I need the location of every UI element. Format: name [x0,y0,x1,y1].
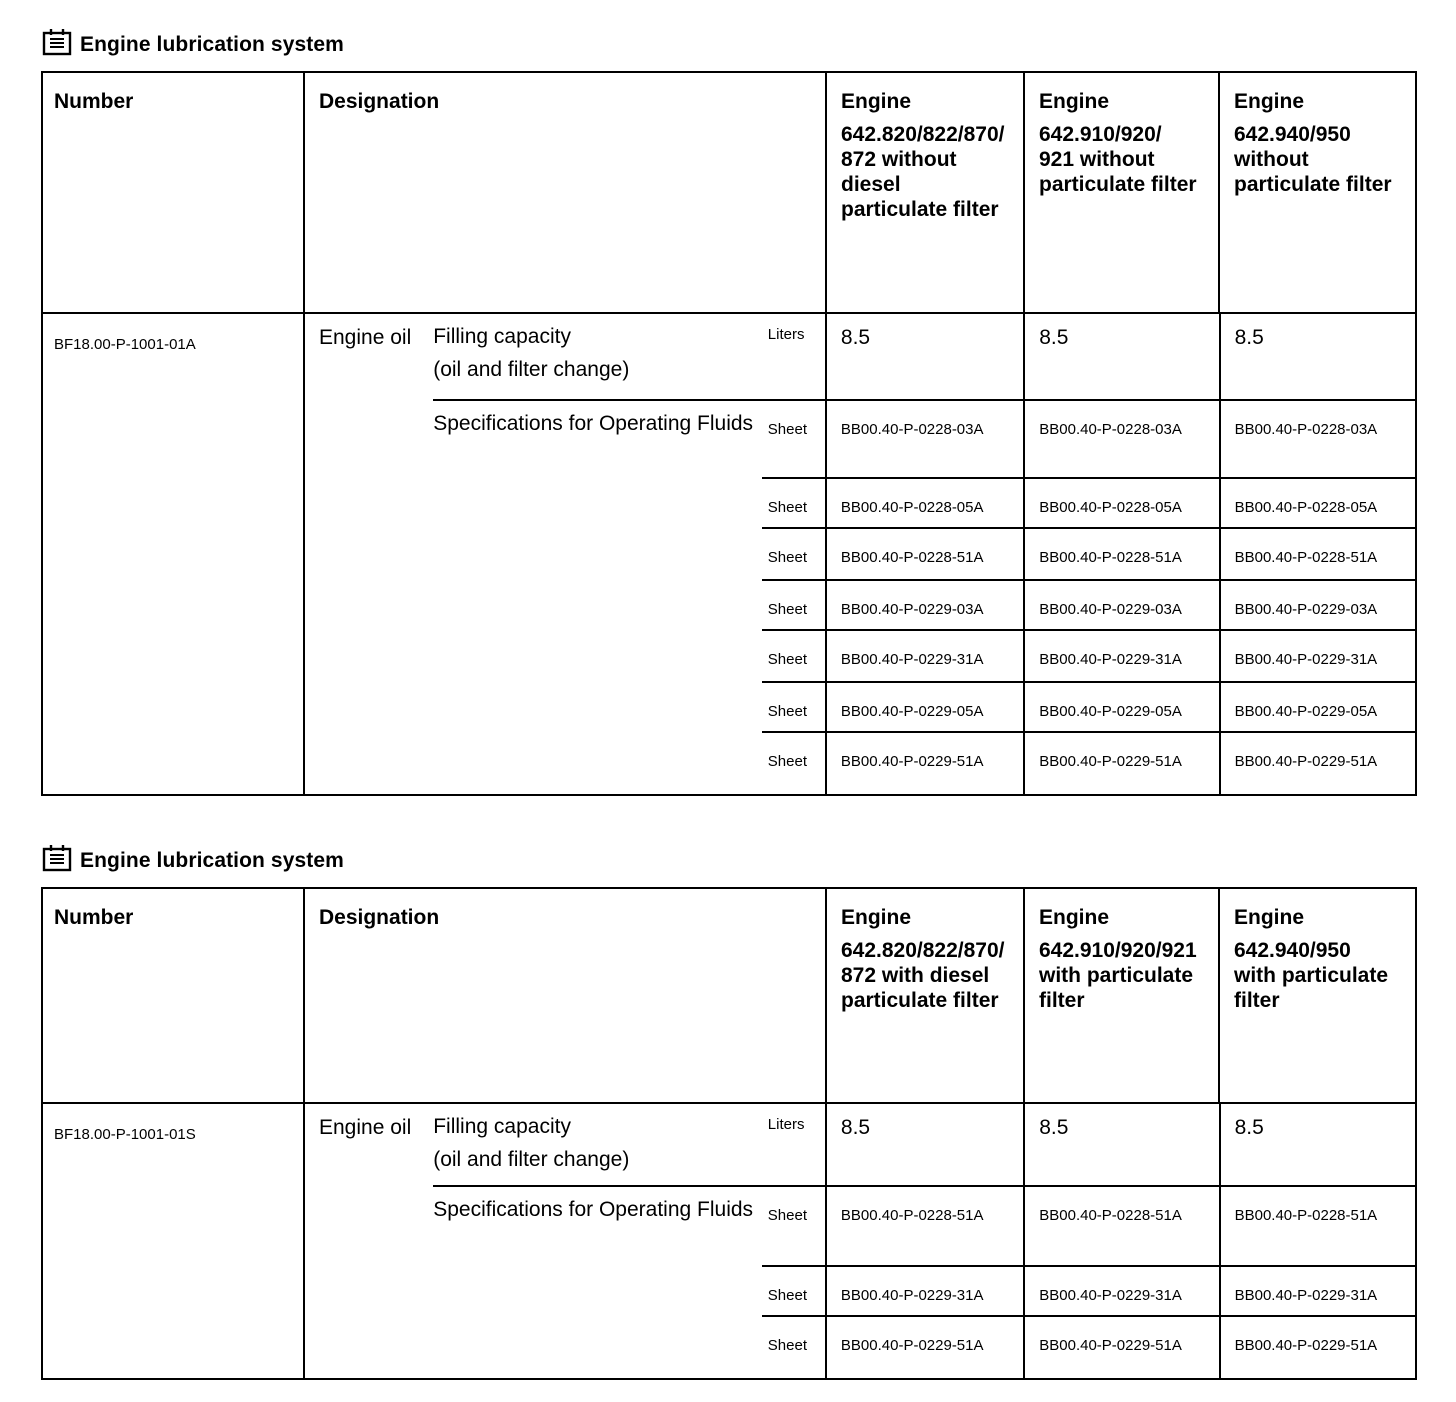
header-number: Number [42,888,304,1103]
sheet-code: BB00.40-P-0228-51A [826,1186,1024,1266]
sheet-code: BB00.40-P-0229-31A [1024,1266,1219,1316]
spec-label: Specifications for Operating Fluids [433,1186,762,1378]
sheet-label: Sheet [762,732,826,794]
info-sheet-icon [42,844,72,872]
designation-label: Engine oil [319,1116,412,1139]
sheet-label: Sheet [762,400,826,478]
sheet-code: BB00.40-P-0229-31A [1220,1266,1415,1316]
sheet-code: BB00.40-P-0228-03A [1024,400,1219,478]
filling-value: 8.5 [826,314,1024,400]
sheet-label: Sheet [762,478,826,528]
sheet-label: Sheet [762,630,826,682]
header-engine-1: Engine 642.820/822/870/ 872 without diesel particulate filter [826,72,1024,313]
section-title [42,840,344,872]
sheet-code: BB00.40-P-0228-51A [1220,528,1415,580]
sheet-code: BB00.40-P-0229-05A [1220,682,1415,732]
sheet-code: BB00.40-P-0228-05A [1024,478,1219,528]
sheet-label: Sheet [762,682,826,732]
sheet-code: BB00.40-P-0229-05A [1024,682,1219,732]
spec-table [41,887,1417,1380]
filling-value: 8.5 [1220,314,1415,400]
sheet-code: BB00.40-P-0229-31A [826,630,1024,682]
unit-liters: Liters [767,326,805,343]
spec-table [41,71,1417,796]
sheet-code: BB00.40-P-0228-51A [1024,1186,1219,1266]
filling-value: 8.5 [1024,1104,1219,1186]
header-designation: Designation [304,888,826,1103]
sheet-code: BB00.40-P-0229-03A [826,580,1024,630]
sheet-code: BB00.40-P-0229-51A [1220,1316,1415,1378]
designation-body [304,1103,1416,1379]
filling-value: 8.5 [826,1104,1024,1186]
sheet-code: BB00.40-P-0229-05A [826,682,1024,732]
sheet-label: Sheet [762,528,826,580]
sheet-code: BB00.40-P-0228-05A [1220,478,1415,528]
sheet-code: BB00.40-P-0229-03A [1024,580,1219,630]
spec-label: Specifications for Operating Fluids [433,400,762,794]
sheet-code: BB00.40-P-0228-03A [1220,400,1415,478]
section-title-text: Engine lubrication system [80,849,344,872]
info-sheet-icon [42,28,72,56]
unit-liters: Liters [767,1116,805,1133]
sheet-code: BB00.40-P-0229-51A [1024,1316,1219,1378]
filling-value: 8.5 [1024,314,1219,400]
section-title [42,24,344,56]
sheet-code: BB00.40-P-0228-05A [826,478,1024,528]
sheet-code: BB00.40-P-0229-51A [1024,732,1219,794]
sheet-code: BB00.40-P-0229-51A [1220,732,1415,794]
filling-capacity-label: Filling capacity (oil and filter change) [433,325,630,381]
sheet-code: BB00.40-P-0229-31A [1220,630,1415,682]
sheet-label: Sheet [762,1266,826,1316]
sheet-code: BB00.40-P-0228-51A [1220,1186,1415,1266]
designation-label: Engine oil [319,326,412,349]
part-number: BF18.00-P-1001-01S [42,1103,304,1379]
header-engine-1: Engine 642.820/822/870/ 872 with diesel particulate filter [826,888,1024,1103]
part-number: BF18.00-P-1001-01A [42,313,304,795]
filling-value: 8.5 [1220,1104,1415,1186]
sheet-label: Sheet [762,1186,826,1266]
header-number: Number [42,72,304,313]
designation-body [304,313,1416,795]
header-designation: Designation [304,72,826,313]
sheet-code: BB00.40-P-0228-51A [1024,528,1219,580]
header-engine-2: Engine 642.910/920/921 with particulate filter [1024,888,1219,1103]
sheet-label: Sheet [762,580,826,630]
filling-capacity-label: Filling capacity (oil and filter change) [433,1115,630,1171]
header-engine-2: Engine 642.910/920/ 921 without particulate filter [1024,72,1219,313]
section-title-text: Engine lubrication system [80,33,344,56]
sheet-code: BB00.40-P-0229-31A [1024,630,1219,682]
sheet-code: BB00.40-P-0229-51A [826,1316,1024,1378]
sheet-label: Sheet [762,1316,826,1378]
header-engine-3: Engine 642.940/950 without particulate filter [1219,72,1416,313]
sheet-code: BB00.40-P-0228-03A [826,400,1024,478]
sheet-code: BB00.40-P-0229-31A [826,1266,1024,1316]
sheet-code: BB00.40-P-0229-03A [1220,580,1415,630]
header-engine-3: Engine 642.940/950 with particulate filter [1219,888,1416,1103]
sheet-code: BB00.40-P-0229-51A [826,732,1024,794]
sheet-code: BB00.40-P-0228-51A [826,528,1024,580]
